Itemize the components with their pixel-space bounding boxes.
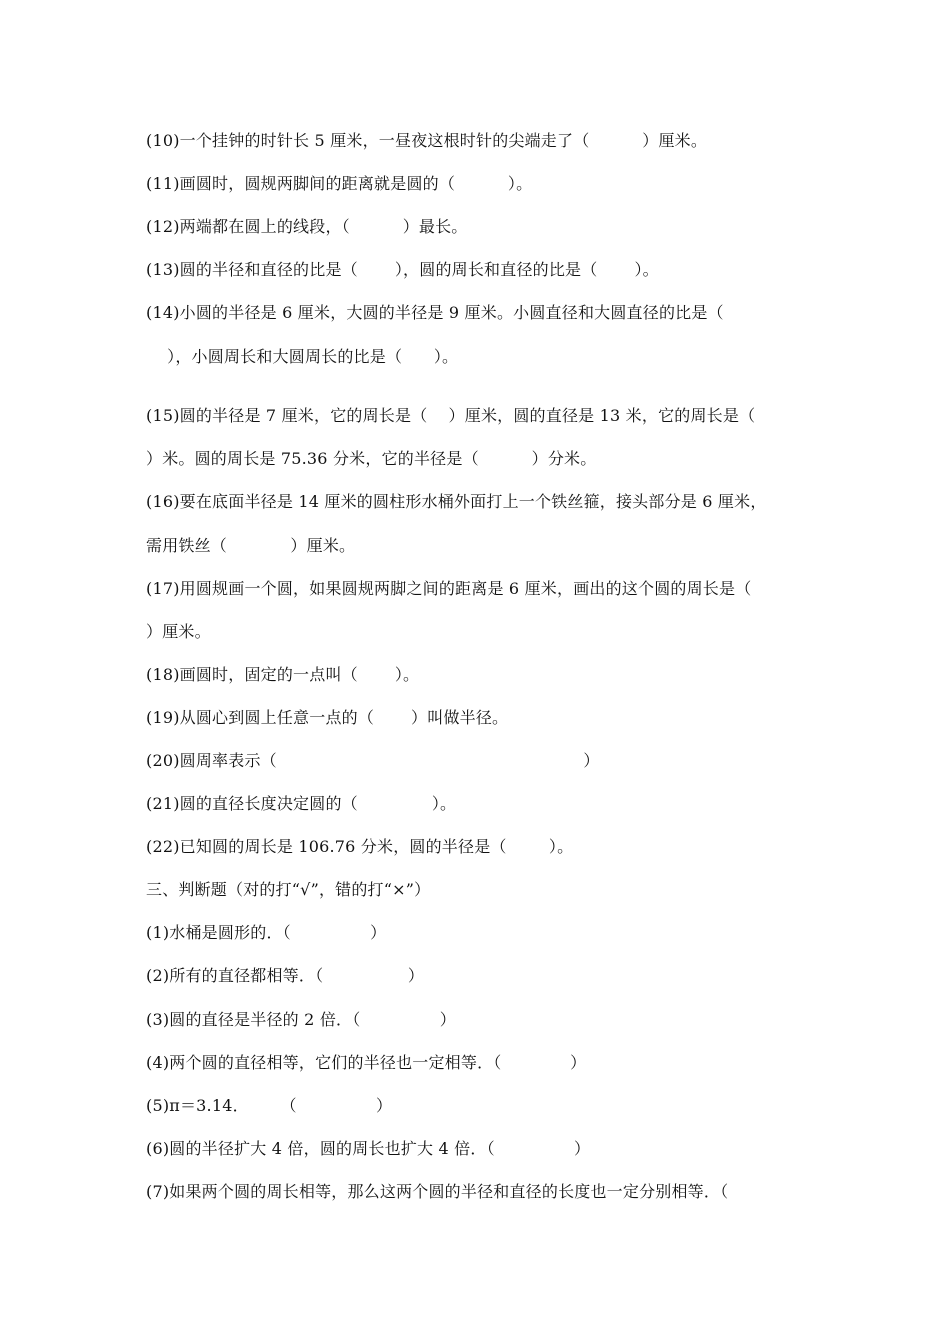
question-20: (20)圆周率表示（ ） (146, 751, 600, 770)
question-16-line-2: 需用铁丝（ ）厘米。 (146, 536, 356, 555)
question-12: (12)两端都在圆上的线段，（ ）最长。 (146, 217, 468, 236)
question-11: (11)画圆时，圆规两脚间的距离就是圆的（ ）。 (146, 174, 533, 193)
question-10: (10)一个挂钟的时针长 5 厘米，一昼夜这根时针的尖端走了（ ）厘米。 (146, 131, 708, 150)
question-14-line-2: ），小圆周长和大圆周长的比是（ ）。 (146, 347, 459, 366)
judgment-5: (5)π＝3.14． （ ） (146, 1096, 393, 1115)
question-17-line-1: (17)用圆规画一个圆，如果圆规两脚之间的距离是 6 厘米，画出的这个圆的周长是（ (146, 579, 752, 598)
question-22: (22)已知圆的周长是 106.76 分米，圆的半径是（ ）。 (146, 837, 574, 856)
question-21: (21)圆的直径长度决定圆的（ ）。 (146, 794, 457, 813)
section-heading-judgment: 三、判断题（对的打“√”，错的打“×”） (146, 880, 431, 899)
question-14-line-1: (14)小圆的半径是 6 厘米，大圆的半径是 9 厘米。小圆直径和大圆直径的比是（ (146, 303, 724, 322)
judgment-4: (4)两个圆的直径相等，它们的半径也一定相等．（ ） (146, 1053, 587, 1072)
judgment-2: (2)所有的直径都相等．（ ） (146, 966, 425, 985)
question-16-line-1: (16)要在底面半径是 14 厘米的圆柱形水桶外面打上一个铁丝箍，接头部分是 6 厘米， (146, 492, 767, 511)
question-19: (19)从圆心到圆上任意一点的（ ）叫做半径。 (146, 708, 509, 727)
question-18: (18)画圆时，固定的一点叫（ ）。 (146, 665, 420, 684)
question-13: (13)圆的半径和直径的比是（ ），圆的周长和直径的比是（ ）。 (146, 260, 659, 279)
question-15-line-1: (15)圆的半径是 7 厘米，它的周长是（ ）厘米，圆的直径是 13 米，它的周长是（ (146, 406, 756, 425)
judgment-6: (6)圆的半径扩大 4 倍，圆的周长也扩大 4 倍．（ ） (146, 1139, 591, 1158)
judgment-3: (3)圆的直径是半径的 2 倍．（ ） (146, 1010, 456, 1029)
question-17-line-2: ）厘米。 (146, 622, 211, 641)
judgment-7: (7)如果两个圆的周长相等，那么这两个圆的半径和直径的长度也一定分别相等．（ (146, 1182, 729, 1201)
question-15-line-2: ）米。圆的周长是 75.36 分米，它的半径是（ ）分米。 (146, 449, 597, 468)
judgment-1: (1)水桶是圆形的．（ ） (146, 923, 387, 942)
